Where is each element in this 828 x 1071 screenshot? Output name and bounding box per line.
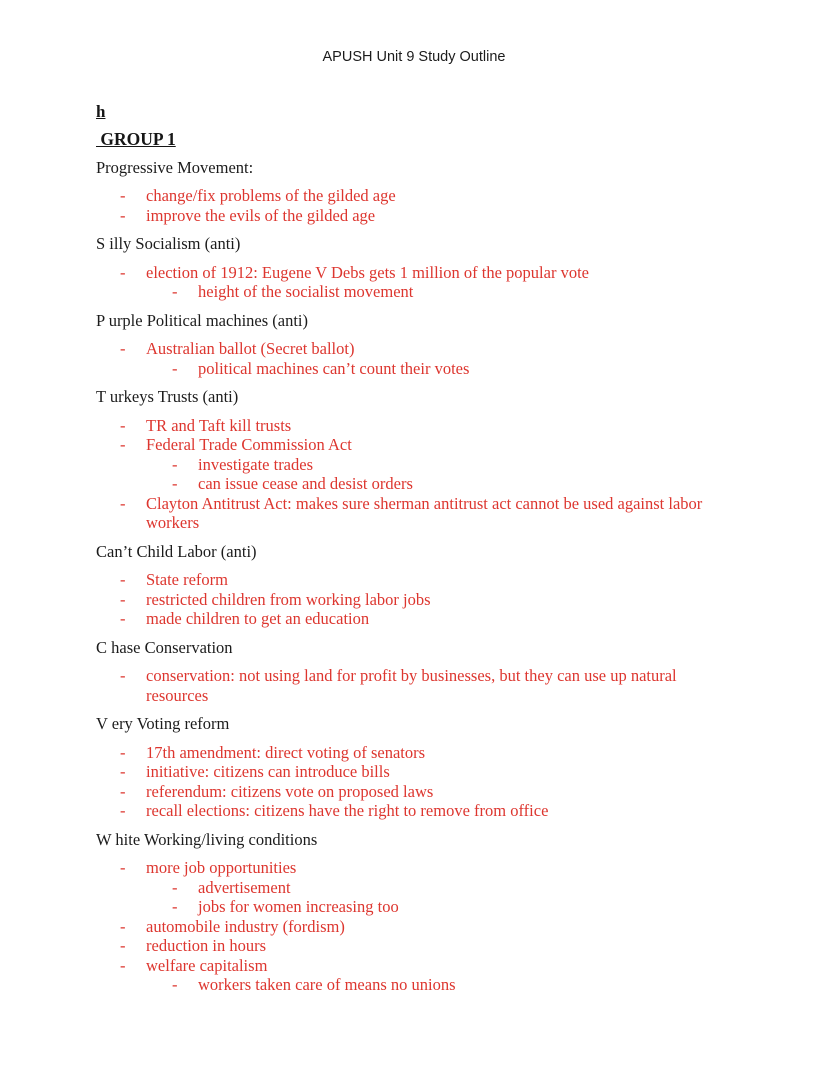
- bullet-list: [96, 858, 732, 995]
- bullet-item: [120, 609, 732, 629]
- dash-bullet-marker: -: [120, 589, 126, 609]
- dash-bullet-marker: -: [120, 339, 126, 358]
- bullet-text: recall elections: citizens have the right to remove from office: [146, 801, 549, 820]
- bullet-item: [120, 762, 732, 782]
- bullet-item: [120, 858, 732, 878]
- bullet-text: workers taken care of means no unions: [198, 975, 456, 994]
- bullet-text: more job opportunities: [146, 858, 297, 877]
- dash-bullet-marker: -: [172, 877, 178, 897]
- bullet-text: initiative: citizens can introduce bills: [146, 762, 390, 781]
- dash-bullet-marker: -: [120, 916, 126, 936]
- section-heading: Progressive Movement:: [96, 157, 254, 177]
- bullet-text: election of 1912: Eugene V Debs gets 1 million of the popular vote: [146, 262, 589, 282]
- dash-bullet-marker: -: [120, 858, 126, 877]
- dash-bullet-marker: -: [120, 955, 126, 975]
- bullet-item: [120, 956, 732, 976]
- sub-bullet-item: [172, 474, 732, 494]
- outline-section: [96, 234, 732, 302]
- bullet-text: jobs for women increasing too: [198, 897, 399, 916]
- dash-bullet-marker: -: [120, 781, 126, 801]
- bullet-list: [96, 570, 732, 629]
- section-heading: S illy Socialism (anti): [96, 234, 241, 253]
- dash-bullet-marker: -: [120, 186, 126, 205]
- bullet-text: 17th amendment: direct voting of senators: [146, 742, 426, 762]
- bullet-item: [120, 186, 732, 206]
- section-heading: V ery Voting reform: [96, 714, 230, 733]
- bullet-list: [96, 263, 732, 302]
- bullet-text: investigate trades: [198, 454, 314, 474]
- bullet-text: referendum: citizens vote on proposed laws: [146, 781, 434, 801]
- bullet-text: can issue cease and desist orders: [198, 474, 413, 493]
- dash-bullet-marker: -: [172, 282, 178, 301]
- bullet-item: [120, 416, 732, 436]
- sub-bullet-item: [172, 455, 732, 475]
- bullet-item: [120, 494, 732, 533]
- intro-heading: h: [96, 102, 106, 121]
- section-heading: Can’t Child Labor (anti): [96, 541, 257, 561]
- outline-section: [96, 714, 732, 821]
- bullet-text: TR and Taft kill trusts: [146, 415, 292, 435]
- bullet-list: [96, 416, 732, 533]
- sub-bullet-item: [172, 282, 732, 302]
- bullet-text: political machines can’t count their votes: [198, 358, 470, 378]
- sub-bullet-item: [172, 359, 732, 379]
- outline-section: [96, 311, 732, 379]
- section-heading: C hase Conservation: [96, 637, 233, 657]
- bullet-item: [120, 936, 732, 956]
- dash-bullet-marker: -: [172, 474, 178, 493]
- bullet-item: [120, 570, 732, 590]
- bullet-text: conservation: not using land for profit by businesses, but they can use up natural resources: [146, 666, 677, 705]
- bullet-text: made children to get an education: [146, 609, 370, 628]
- bullet-list: [96, 186, 732, 225]
- document-body: [0, 102, 828, 995]
- sub-bullet-item: [172, 897, 732, 917]
- bullet-item: [120, 206, 732, 226]
- bullet-item: [120, 435, 732, 455]
- dash-bullet-marker: -: [120, 609, 126, 628]
- document-header-title: APUSH Unit 9 Study Outline: [322, 49, 506, 65]
- dash-bullet-marker: -: [120, 936, 126, 955]
- dash-bullet-marker: -: [120, 435, 126, 454]
- dash-bullet-marker: -: [120, 742, 126, 762]
- bullet-text: restricted children from working labor jobs: [146, 589, 431, 609]
- dash-bullet-marker: -: [120, 801, 126, 820]
- sections: [96, 158, 732, 995]
- outline-section: [96, 542, 732, 629]
- bullet-text: Australian ballot (Secret ballot): [146, 339, 355, 358]
- outline-section: [96, 387, 732, 533]
- dash-bullet-marker: -: [120, 415, 126, 435]
- bullet-item: [120, 590, 732, 610]
- bullet-list: [96, 743, 732, 821]
- bullet-text: State reform: [146, 570, 229, 589]
- bullet-text: automobile industry (fordism): [146, 916, 345, 936]
- dash-bullet-marker: -: [120, 666, 126, 685]
- outline-section: [96, 830, 732, 995]
- bullet-text: Federal Trade Commission Act: [146, 435, 352, 454]
- section-heading: W hite Working/living conditions: [96, 829, 318, 849]
- outline-section: [96, 638, 732, 706]
- bullet-item: [120, 339, 732, 359]
- bullet-text: height of the socialist movement: [198, 282, 414, 301]
- section-heading: T urkeys Trusts (anti): [96, 387, 239, 406]
- sub-bullet-item: [172, 878, 732, 898]
- section-heading: P urple Political machines (anti): [96, 310, 309, 330]
- bullet-item: [120, 782, 732, 802]
- dash-bullet-marker: -: [120, 205, 126, 225]
- bullet-list: [96, 666, 732, 705]
- dash-bullet-marker: -: [120, 762, 126, 781]
- bullet-item: [120, 801, 732, 821]
- dash-bullet-marker: -: [120, 262, 126, 282]
- dash-bullet-marker: -: [120, 493, 126, 513]
- bullet-text: advertisement: [198, 877, 291, 897]
- bullet-item: [120, 743, 732, 763]
- bullet-item: [120, 263, 732, 283]
- sub-bullet-item: [172, 975, 732, 995]
- dash-bullet-marker: -: [172, 897, 178, 916]
- outline-section: [96, 158, 732, 226]
- bullet-item: [120, 917, 732, 937]
- bullet-text: welfare capitalism: [146, 955, 268, 975]
- bullet-text: change/fix problems of the gilded age: [146, 186, 396, 205]
- bullet-item: [120, 666, 732, 705]
- bullet-text: improve the evils of the gilded age: [146, 205, 376, 225]
- dash-bullet-marker: -: [172, 454, 178, 474]
- bullet-text: Clayton Antitrust Act: makes sure sherman antitrust act cannot be used against labor workers: [146, 493, 703, 532]
- bullet-text: reduction in hours: [146, 936, 267, 955]
- dash-bullet-marker: -: [172, 975, 178, 994]
- dash-bullet-marker: -: [172, 358, 178, 378]
- bullet-list: [96, 339, 732, 378]
- dash-bullet-marker: -: [120, 570, 126, 589]
- group-title: GROUP 1: [96, 128, 176, 149]
